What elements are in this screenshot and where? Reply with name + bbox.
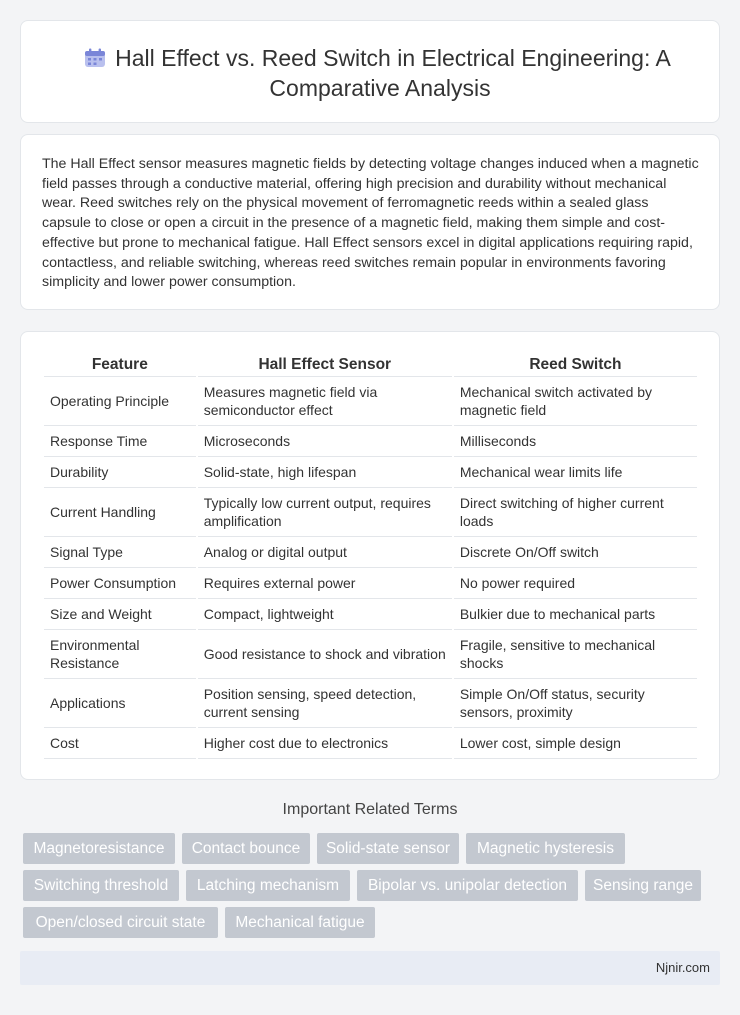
feature-cell: Durability — [44, 457, 196, 488]
hall-cell: Higher cost due to electronics — [198, 728, 452, 759]
feature-cell: Environmental Resistance — [44, 630, 196, 679]
related-term-tag[interactable]: Open/closed circuit state — [23, 907, 218, 938]
reed-cell: Lower cost, simple design — [454, 728, 697, 759]
feature-cell: Response Time — [44, 426, 196, 457]
table-row — [44, 377, 697, 426]
header-feature: Feature — [44, 351, 196, 377]
related-term-tag[interactable]: Latching mechanism — [186, 870, 350, 901]
hall-cell: Good resistance to shock and vibration — [198, 630, 452, 679]
comparison-table-card — [20, 331, 720, 780]
table-header-row — [44, 351, 697, 377]
related-terms-heading: Important Related Terms — [282, 801, 458, 818]
page-title: Hall Effect vs. Reed Switch in Electrical Engineering: A Comparative Analysis — [115, 45, 671, 101]
hall-cell: Compact, lightweight — [198, 599, 452, 630]
footer-site-name[interactable]: Njnir.com — [655, 960, 710, 975]
reed-cell: Discrete On/Off switch — [454, 537, 697, 568]
hall-cell: Requires external power — [198, 568, 452, 599]
related-term-tag[interactable]: Solid-state sensor — [317, 833, 459, 864]
hall-cell: Analog or digital output — [198, 537, 452, 568]
related-term-tag[interactable]: Bipolar vs. unipolar detection — [357, 870, 578, 901]
table-row — [44, 568, 697, 599]
feature-cell: Size and Weight — [44, 599, 196, 630]
reed-cell: Mechanical wear limits life — [454, 457, 697, 488]
related-term-tag[interactable]: Mechanical fatigue — [225, 907, 375, 938]
related-term-tag[interactable]: Magnetoresistance — [23, 833, 175, 864]
feature-cell: Signal Type — [44, 537, 196, 568]
hall-cell: Microseconds — [198, 426, 452, 457]
reed-cell: Fragile, sensitive to mechanical shocks — [454, 630, 697, 679]
reed-cell: Mechanical switch activated by magnetic field — [454, 377, 697, 426]
table-row — [44, 488, 697, 537]
header-hall-effect: Hall Effect Sensor — [198, 351, 452, 377]
footer — [20, 951, 720, 985]
table-row — [44, 537, 697, 568]
related-term-tag[interactable]: Sensing range — [585, 870, 701, 901]
reed-cell: Simple On/Off status, security sensors, proximity — [454, 679, 697, 728]
related-term-tag[interactable]: Magnetic hysteresis — [466, 833, 625, 864]
feature-cell: Applications — [44, 679, 196, 728]
table-row — [44, 728, 697, 759]
hall-cell: Position sensing, speed detection, current sensing — [198, 679, 452, 728]
reed-cell: Milliseconds — [454, 426, 697, 457]
table-row — [44, 599, 697, 630]
feature-cell: Operating Principle — [44, 377, 196, 426]
related-term-tag[interactable]: Switching threshold — [23, 870, 179, 901]
related-term-tag[interactable]: Contact bounce — [182, 833, 310, 864]
hall-cell: Measures magnetic field via semiconductor effect — [198, 377, 452, 426]
feature-cell: Current Handling — [44, 488, 196, 537]
header-reed-switch: Reed Switch — [454, 351, 697, 377]
intro-paragraph: The Hall Effect sensor measures magnetic fields by detecting voltage changes induced when a magnetic field passes through a conductive material, offering high precision and durability without mechanical wear. Reed switches rely on the physical movement of ferromagnetic reeds within a sealed glass capsule to close or open a circuit in the presence of a magnetic field, making them simple and cost-effective but prone to mechanical fatigue. Hall Effect sensors excel in digital applications requiring rapid, contactless, and reliable switching, whereas reed switches remain popular in environments favoring simplicity and lower power consumption. — [42, 156, 699, 291]
hall-cell: Solid-state, high lifespan — [198, 457, 452, 488]
reed-cell: Direct switching of higher current loads — [454, 488, 697, 537]
table-row — [44, 426, 697, 457]
table-row — [44, 457, 697, 488]
hall-cell: Typically low current output, requires amplification — [198, 488, 452, 537]
intro-card — [20, 134, 720, 310]
table-row — [44, 679, 697, 728]
table-row — [44, 630, 697, 679]
title-card — [20, 20, 720, 123]
feature-cell: Power Consumption — [44, 568, 196, 599]
reed-cell: Bulkier due to mechanical parts — [454, 599, 697, 630]
reed-cell: No power required — [454, 568, 697, 599]
comparison-table — [42, 351, 699, 759]
feature-cell: Cost — [44, 728, 196, 759]
